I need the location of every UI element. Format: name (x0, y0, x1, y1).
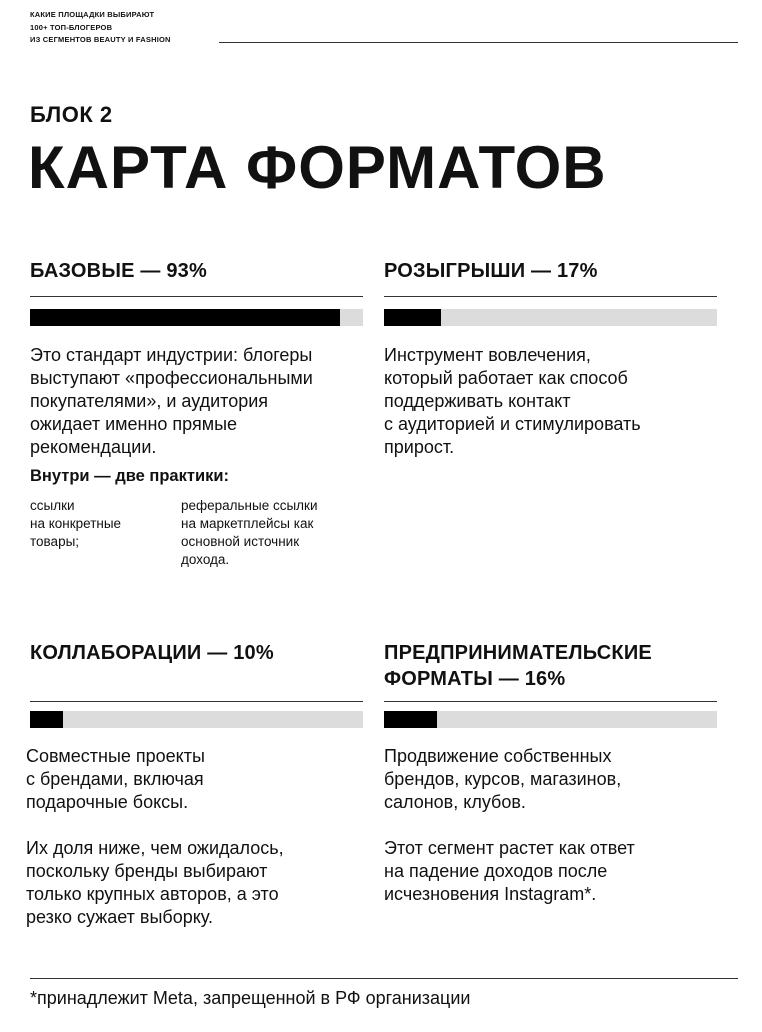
format-block-entrepreneurial (384, 640, 717, 940)
practice-item: ссылки на конкретные товары; (30, 498, 122, 549)
format-divider (30, 296, 363, 297)
format-description: Инструмент вовлечения, который работает как способ поддерживать контакт с аудиторией и стимулировать прирост. (384, 345, 641, 457)
share-bar-fill (30, 309, 340, 326)
header-note: КАКИЕ ПЛОЩАДКИ ВЫБИРАЮТ 100+ ТОП-БЛОГЕРОВ ИЗ СЕГМЕНТОВ BEAUTY И FASHION (30, 10, 171, 44)
footer-divider (30, 978, 738, 979)
page-title: КАРТА ФОРМАТОВ (28, 134, 607, 201)
share-bar-fill (384, 711, 437, 728)
share-bar-fill (384, 309, 441, 326)
format-block-giveaways (384, 258, 717, 498)
format-description: Это стандарт индустрии: блогеры выступают «профессиональными покупателями», и аудитория ожидает именно прямые рекомендации. (30, 345, 313, 457)
format-divider (384, 701, 717, 702)
format-title: ПРЕДПРИНИМАТЕЛЬСКИЕ ФОРМАТЫ — 16% (384, 642, 652, 690)
share-bar (384, 309, 717, 326)
format-divider (30, 701, 363, 702)
block-kicker: БЛОК 2 (30, 102, 113, 127)
share-bar-fill (30, 711, 63, 728)
format-title: РОЗЫГРЫШИ — 17% (384, 260, 598, 282)
practice-item: реферальные ссылки на маркетплейсы как основной источник дохода. (181, 498, 318, 567)
format-title: БАЗОВЫЕ — 93% (30, 260, 207, 282)
share-bar (384, 711, 717, 728)
header-divider (219, 42, 738, 43)
format-block-basic (30, 258, 363, 578)
format-title: КОЛЛАБОРАЦИИ — 10% (30, 642, 274, 664)
format-block-collaborations (26, 640, 363, 940)
format-description: Продвижение собственных брендов, курсов, магазинов, салонов, клубов. Этот сегмент растет как ответ на падение доходов после исчезновения Instagram*. (384, 746, 635, 904)
share-bar (30, 711, 363, 728)
format-description: Совместные проекты с брендами, включая подарочные боксы. Их доля ниже, чем ожидалось, поскольку бренды выбирают только крупных авторов, а это резко сужает выборку. (26, 746, 284, 927)
format-divider (384, 296, 717, 297)
practices-heading: Внутри — две практики: (30, 467, 229, 485)
footnote: *принадлежит Meta, запрещенной в РФ организации (30, 988, 471, 1008)
share-bar (30, 309, 363, 326)
